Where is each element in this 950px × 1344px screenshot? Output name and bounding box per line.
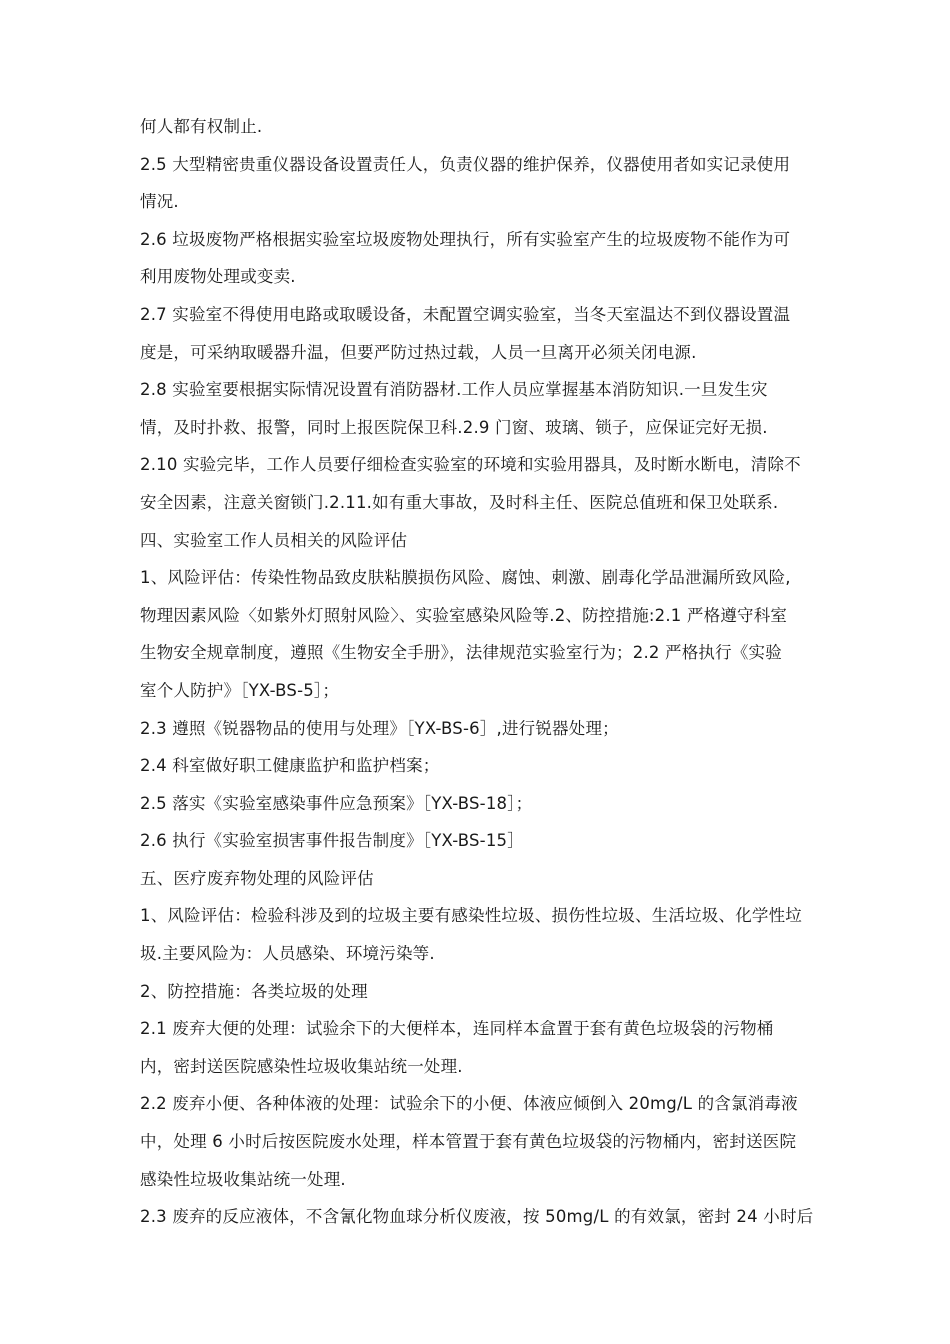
- text-line: 2.5 落实《实验室感染事件应急预案》［YX-BS-18］；: [140, 793, 533, 813]
- text-line: 2.1 废弃大便的处理：试验余下的大便样本，连同样本盒置于套有黄色垃圾袋的污物桶: [140, 1019, 774, 1039]
- text-line: 1、风险评估：传染性物品致皮肤粘膜损伤风险、腐蚀、刺激、剧毒化学品泄漏所致风险,: [140, 568, 791, 588]
- text-line: 度是，可采纳取暖器升温，但要严防过热过载，人员一旦离开必须关闭电源.: [140, 342, 697, 362]
- text-line: 情况.: [140, 192, 179, 212]
- text-line: 1、风险评估：检验科涉及到的垃圾主要有感染性垃圾、损伤性垃圾、生活垃圾、化学性垃: [140, 906, 802, 926]
- text-line: 2.3 废弃的反应液体，不含氰化物血球分析仪废液，按 50mg/L 的有效氯，密封 24 小时后: [140, 1207, 814, 1227]
- text-line: 感染性垃圾收集站统一处理.: [140, 1169, 346, 1189]
- text-line: 2、防控措施：各类垃圾的处理: [140, 981, 368, 1001]
- text-line: 2.5 大型精密贵重仪器设备设置责任人，负责仪器的维护保养，仪器使用者如实记录使用: [140, 154, 791, 174]
- section-heading: 四、实验室工作人员相关的风险评估: [140, 530, 408, 550]
- text-line: 情，及时扑救、报警，同时上报医院保卫科.2.9 门窗、玻璃、锁子，应保证完好无损.: [140, 417, 768, 437]
- text-line: 生物安全规章制度，遵照《生物安全手册》，法律规范实验室行为；2.2 严格执行《实验: [140, 643, 782, 663]
- text-line: 2.3 遵照《锐器物品的使用与处理》［YX-BS-6］,进行锐器处理；: [140, 718, 619, 738]
- text-line: 中，处理 6 小时后按医院废水处理，样本管置于套有黄色垃圾袋的污物桶内，密封送医院: [140, 1132, 797, 1152]
- text-line: 2.7 实验室不得使用电路或取暖设备，未配置空调实验室，当冬天室温达不到仪器设置温: [140, 304, 791, 324]
- text-line: 物理因素风险〈如紫外灯照射风险〉、实验室感染风险等.2、防控措施:2.1 严格遵守科室: [140, 605, 788, 625]
- text-line: 2.6 执行《实验室损害事件报告制度》［YX-BS-15］: [140, 831, 524, 851]
- text-line: 2.6 垃圾废物严格根据实验室垃圾废物处理执行，所有实验室产生的垃圾废物不能作为可: [140, 229, 791, 249]
- text-line: 室个人防护》［YX-BS-5］；: [140, 680, 340, 700]
- text-line: 2.2 废弃小便、各种体液的处理：试验余下的小便、体液应倾倒入 20mg/L 的含氯消毒液: [140, 1094, 798, 1114]
- text-line: 内，密封送医院感染性垃圾收集站统一处理.: [140, 1056, 463, 1076]
- text-line: 圾.主要风险为：人员感染、环境污染等.: [140, 944, 435, 964]
- text-line: 安全因素，注意关窗锁门.2.11.如有重大事故，及时科主任、医院总值班和保卫处联系.: [140, 492, 779, 512]
- text-line: 利用废物处理或变卖.: [140, 267, 296, 287]
- section-heading: 五、医疗废弃物处理的风险评估: [140, 868, 374, 888]
- text-line: 何人都有权制止.: [140, 117, 263, 136]
- text-line: 2.4 科室做好职工健康监护和监护档案；: [140, 756, 440, 776]
- text-line: 2.10 实验完毕，工作人员要仔细检查实验室的环境和实验用器具，及时断水断电，清除不: [140, 455, 801, 475]
- document-body: [140, 108, 820, 1236]
- text-line: 2.8 实验室要根据实际情况设置有消防器材.工作人员应掌握基本消防知识.一旦发生灾: [140, 380, 768, 400]
